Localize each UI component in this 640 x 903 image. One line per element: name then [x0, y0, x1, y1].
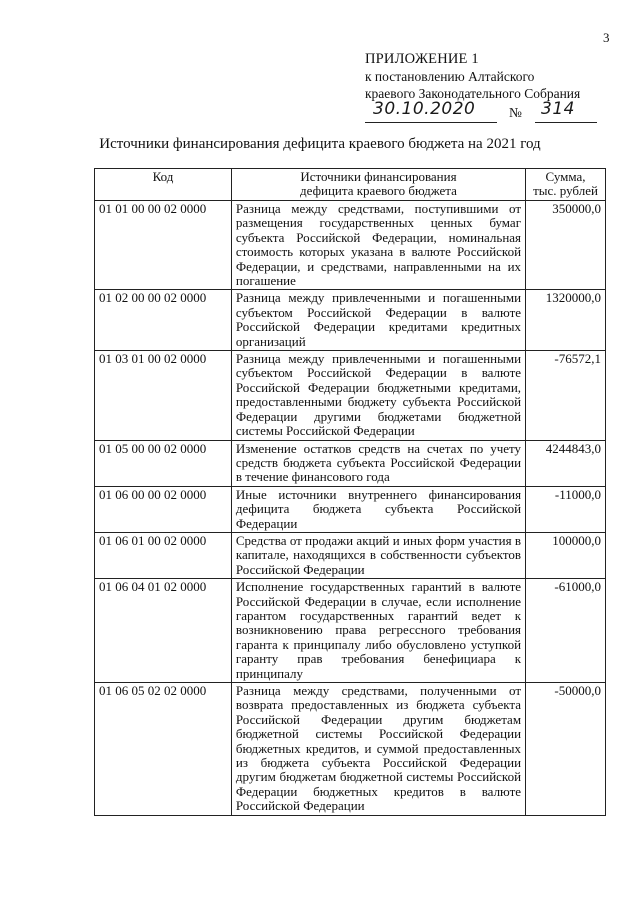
row-source: Разница между привлеченными и погашенными субъектом Российской Федерации в валюте Российской Федерации бюджетными кредитами, предоставленными бюджету субъекта Российской Федерации другими бюджетами бюджетной системы Российской Федерации: [231, 351, 525, 440]
header-code: [95, 169, 232, 201]
row-code: 01 06 05 02 02 0000: [95, 683, 232, 816]
date-number-line: [365, 99, 615, 123]
row-code: 01 01 00 00 02 0000: [95, 201, 232, 290]
row-source: Разница между привлеченными и погашенными субъектом Российской Федерации в валюте Российской Федерации кредитами кредитных организаций: [231, 290, 525, 351]
table-header-row: [95, 169, 606, 201]
header-source: [231, 169, 525, 201]
number-underline: [535, 122, 597, 123]
date-underline: [365, 122, 497, 123]
row-sum: -61000,0: [526, 579, 606, 683]
table-row: [95, 579, 606, 683]
row-source: Разница между средствами, поступившими от размещения государственных ценных бумаг субъекта Российской Федерации, номинальная стоимость которых указана в валюте Российской Федерации, и средствами, направленными на их погашение: [231, 201, 525, 290]
row-source: Исполнение государственных гарантий в валюте Российской Федерации в случае, если исполнение гарантом государственных гарантий ведет к возникновению права регрессного требования гаранта к принципалу либо обусловлено уступкой гаранту прав требования бенефициара к принципалу: [231, 579, 525, 683]
row-code: 01 05 00 00 02 0000: [95, 440, 232, 486]
row-sum: 100000,0: [526, 532, 606, 578]
table-row: [95, 290, 606, 351]
table-row: [95, 532, 606, 578]
table-row: [95, 486, 606, 532]
appendix-line-2: краевого Законодательного Собрания: [365, 86, 581, 101]
row-code: 01 02 00 00 02 0000: [95, 290, 232, 351]
handwritten-date: 30.10.2020: [373, 99, 476, 119]
row-sum: 4244843,0: [526, 440, 606, 486]
row-code: 01 06 04 01 02 0000: [95, 579, 232, 683]
row-code: 01 03 01 00 02 0000: [95, 351, 232, 440]
table-row: [95, 201, 606, 290]
table-row: [95, 683, 606, 816]
table-row: [95, 440, 606, 486]
row-code: 01 06 00 00 02 0000: [95, 486, 232, 532]
row-sum: -76572,1: [526, 351, 606, 440]
row-sum: -11000,0: [526, 486, 606, 532]
row-source: Разница между средствами, полученными от возврата предоставленных из бюджета субъекта Российской Федерации другим бюджетам бюджетной системы Российской Федерации бюджетных кредитов, и суммой предоставленных из бюджета субъекта Российской Федерации другим бюджетам бюджетной системы Российской Федерации бюджетных кредитов в валюте Российской Федерации: [231, 683, 525, 816]
row-sum: 1320000,0: [526, 290, 606, 351]
header-sum-line-2: тыс. рублей: [533, 183, 598, 198]
header-sum: [526, 169, 606, 201]
row-source: Изменение остатков средств на счетах по учету средств бюджета субъекта Российской Федерации в течение финансового года: [231, 440, 525, 486]
appendix-line-1: к постановлению Алтайского: [365, 69, 535, 84]
header-code-label: Код: [152, 169, 174, 184]
row-sum: -50000,0: [526, 683, 606, 816]
document-title: Источники финансирования дефицита краевого бюджета на 2021 год: [99, 136, 541, 152]
header-sum-line-1: Сумма,: [545, 169, 586, 184]
appendix-block: [365, 51, 615, 123]
appendix-title: ПРИЛОЖЕНИЕ 1: [365, 51, 479, 67]
financing-table: [94, 168, 606, 816]
page-number: 3: [603, 30, 610, 45]
row-sum: 350000,0: [526, 201, 606, 290]
header-source-line-2: дефицита краевого бюджета: [300, 183, 457, 198]
number-sign: №: [509, 105, 522, 120]
handwritten-number: 314: [541, 99, 575, 119]
row-source: Иные источники внутреннего финансирования дефицита бюджета субъекта Российской Федерации: [231, 486, 525, 532]
row-code: 01 06 01 00 02 0000: [95, 532, 232, 578]
header-source-line-1: Источники финансирования: [300, 169, 457, 184]
row-source: Средства от продажи акций и иных форм участия в капитале, находящихся в собственности субъектов Российской Федерации: [231, 532, 525, 578]
table-row: [95, 351, 606, 440]
